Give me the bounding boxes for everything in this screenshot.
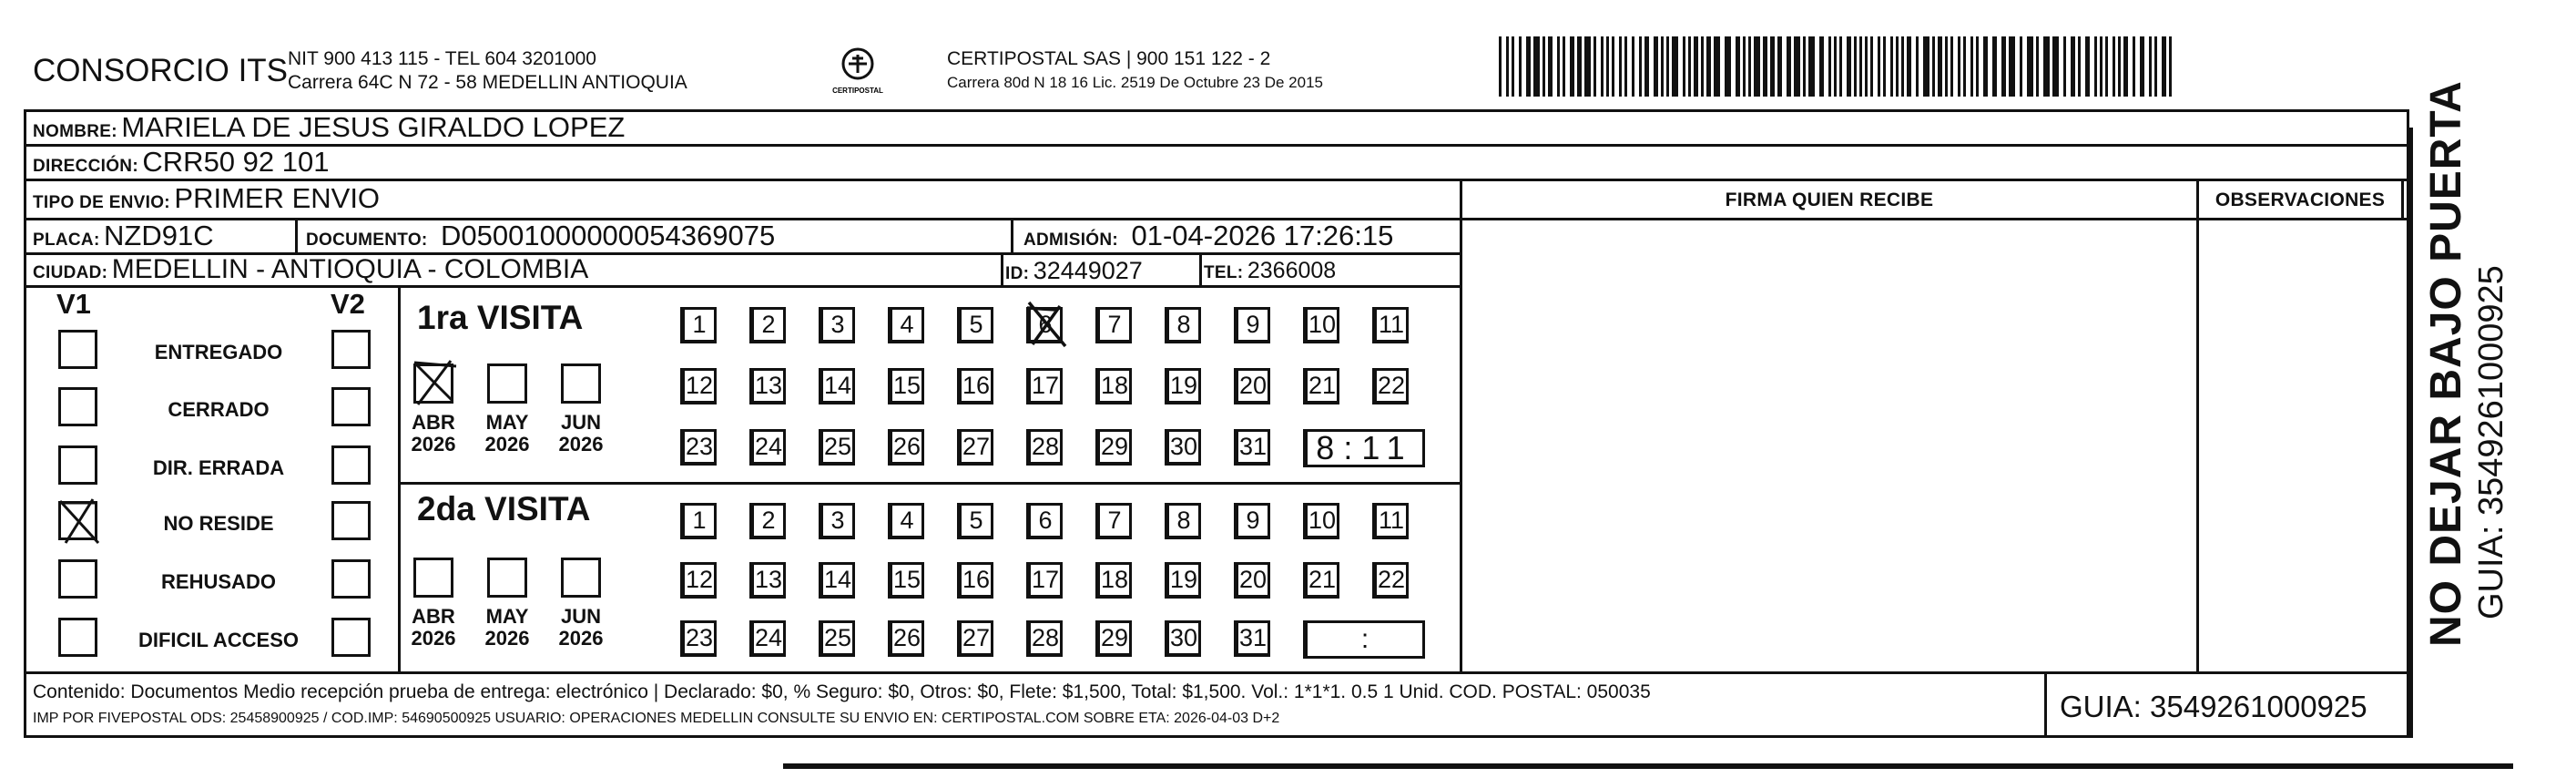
barcode-bar (1819, 36, 1824, 97)
month-year: 2026 (484, 433, 530, 456)
observaciones-header: OBSERVACIONES (2215, 189, 2386, 210)
barcode-bar (2001, 36, 2006, 97)
documento-row (306, 220, 775, 257)
barcode-bar (1533, 36, 1540, 97)
first-visit-day-3[interactable]: 3 (819, 307, 855, 343)
barcode-bar (1950, 36, 1953, 97)
first-visit-day-29[interactable]: 29 (1095, 429, 1132, 466)
ciudad-label: CIUDAD: (33, 263, 108, 282)
nit-line: NIT 900 413 115 - TEL 604 3201000 (288, 48, 596, 69)
nombre-label: NOMBRE: (33, 122, 117, 141)
barcode-bar (1854, 36, 1857, 97)
admision-value: 01-04-2026 17:26:15 (1131, 220, 1394, 251)
tel-row (1204, 256, 1336, 289)
v2-checkbox-3[interactable] (331, 445, 371, 485)
second-visit-day-17[interactable]: 17 (1026, 562, 1063, 599)
barcode-bar (1624, 36, 1627, 97)
month-name: JUN (560, 605, 601, 628)
barcode-bar (1557, 36, 1560, 97)
direccion-row (33, 147, 329, 183)
col-obs-right (2401, 179, 2404, 218)
barcode-bar (1896, 36, 1899, 97)
barcode-bar (1923, 36, 1929, 97)
barcode-bar (1907, 36, 1911, 97)
second-visit-day-26[interactable]: 26 (888, 620, 924, 657)
second-visit-day-18[interactable]: 18 (1095, 562, 1132, 599)
barcode-bar (1970, 36, 1973, 97)
col-id (1001, 252, 1003, 285)
barcode-bar (1865, 36, 1868, 97)
second-visit-month-checkbox[interactable] (561, 558, 601, 598)
first-visit-month-checkbox[interactable] (561, 363, 601, 404)
barcode-bar (2118, 36, 2121, 97)
first-visit-day-24[interactable]: 24 (749, 429, 786, 466)
second-visit-month-checkbox[interactable] (413, 558, 453, 598)
month-name: JUN (560, 411, 601, 434)
barcode (1499, 36, 2177, 97)
status-label: DIFICIL ACCESO (137, 629, 299, 651)
certipostal-line1: CERTIPOSTAL SAS | 900 151 122 - 2 (947, 48, 1271, 69)
first-visit-day-14[interactable]: 14 (819, 368, 855, 404)
barcode-bar (1725, 36, 1731, 97)
barcode-bar (2140, 36, 2144, 97)
second-visit-day-10[interactable]: 10 (1303, 503, 1339, 539)
second-visit-month-label (549, 606, 613, 650)
first-visit-day-11[interactable]: 11 (1372, 307, 1409, 343)
barcode-bar (1878, 36, 1880, 97)
ciudad-row (33, 255, 588, 289)
barcode-bar (1883, 36, 1886, 97)
barcode-bar (1932, 36, 1935, 97)
first-visit-day-8[interactable]: 8 (1165, 307, 1201, 343)
first-visit-day-25[interactable]: 25 (819, 429, 855, 466)
barcode-bar (1619, 36, 1622, 97)
v1-checkbox-3[interactable] (58, 445, 97, 485)
barcode-bar (1803, 36, 1806, 97)
barcode-bar (1794, 36, 1800, 97)
second-visit-day-7[interactable]: 7 (1095, 503, 1132, 539)
certipostal-logo-icon (830, 44, 885, 100)
month-year: 2026 (558, 627, 604, 650)
col-firma-left (1460, 179, 1462, 671)
barcode-bar (1859, 36, 1862, 97)
status-label: ENTREGADO (154, 341, 283, 363)
barcode-image (1499, 36, 2177, 97)
second-visit-month-label (402, 606, 465, 650)
visit-divider (401, 482, 1462, 485)
barcode-bar (1506, 36, 1509, 97)
barcode-bar (2063, 36, 2066, 97)
barcode-bar (2094, 36, 2097, 97)
logo-text: CERTIPOSTAL (832, 87, 883, 95)
first-visit-month-checkbox[interactable] (413, 363, 453, 404)
first-visit-day-7[interactable]: 7 (1095, 307, 1132, 343)
barcode-bar (1834, 36, 1837, 97)
barcode-bar (2105, 36, 2108, 97)
tipo-value: PRIMER ENVIO (174, 182, 381, 214)
barcode-bar (1570, 36, 1574, 97)
second-visit-day-31[interactable]: 31 (1234, 620, 1270, 657)
barcode-bar (2169, 36, 2172, 97)
id-value: 32449027 (1033, 257, 1143, 284)
first-visit-day-4[interactable]: 4 (888, 307, 924, 343)
month-year: 2026 (411, 627, 456, 650)
first-visit-day-9[interactable]: 9 (1234, 307, 1270, 343)
documento-label: DOCUMENTO: (306, 230, 428, 250)
barcode-bar (1748, 36, 1751, 97)
second-visit-day-13[interactable]: 13 (749, 562, 786, 599)
barcode-bar (1683, 36, 1685, 97)
barcode-bar (2162, 36, 2166, 97)
barcode-bar (1763, 36, 1767, 97)
barcode-bar (1543, 36, 1545, 97)
barcode-bar (1563, 36, 1565, 97)
barcode-bar (1694, 36, 1698, 97)
barcode-bar (2071, 36, 2075, 97)
barcode-bar (1526, 36, 1531, 97)
v1-checkbox-6[interactable] (58, 618, 97, 657)
barcode-bar (1770, 36, 1775, 97)
barcode-bar (1890, 36, 1893, 97)
barcode-bar (2052, 36, 2059, 97)
first-visit-day-20[interactable]: 20 (1234, 368, 1270, 404)
month-name: ABR (412, 605, 455, 628)
side-text (2422, 82, 2576, 647)
id-row (1005, 256, 1143, 290)
barcode-bar (1666, 36, 1669, 97)
v1-label: V1 (56, 288, 91, 320)
first-visit-day-26[interactable]: 26 (888, 429, 924, 466)
barcode-bar (2036, 36, 2039, 97)
v2-checkbox-1[interactable] (331, 330, 371, 369)
month-year: 2026 (411, 433, 456, 456)
first-visit-day-19[interactable]: 19 (1165, 368, 1201, 404)
barcode-bar (2043, 36, 2050, 97)
month-name: MAY (485, 411, 529, 434)
status-label: NO RESIDE (163, 512, 274, 535)
second-visit-day-28[interactable]: 28 (1026, 620, 1063, 657)
barcode-bar (2154, 36, 2157, 97)
side-guia: GUIA: 3549261000925 (2472, 265, 2510, 619)
address-line: Carrera 64C N 72 - 58 MEDELLIN ANTIOQUIA (288, 72, 687, 93)
first-visit-day-6[interactable]: 6 (1026, 307, 1063, 343)
footer-line1: Contenido: Documentos Medio recepción prueba de entrega: electrónico | Declarado: $0, % Seguro: $0, Otros: $0, Flete: $1,500, Total: $1,500. Vol.: 1*1*1. 0.5 1 Unid. COD. POSTAL: 050035 (33, 681, 1651, 702)
footer-guia: GUIA: 3549261000925 (2060, 690, 2367, 723)
second-visit-day-14[interactable]: 14 (819, 562, 855, 599)
nombre-value: MARIELA DE JESUS GIRALDO LOPEZ (121, 111, 626, 143)
barcode-bar (1787, 36, 1791, 97)
second-visit-day-5[interactable]: 5 (957, 503, 993, 539)
first-visit-month-label (549, 412, 613, 456)
second-visit-day-30[interactable]: 30 (1165, 620, 1201, 657)
barcode-bar (1847, 36, 1851, 97)
footer-line (24, 671, 2409, 674)
first-visit-day-13[interactable]: 13 (749, 368, 786, 404)
first-visit-day-18[interactable]: 18 (1095, 368, 1132, 404)
admision-label: ADMISIÓN: (1023, 230, 1119, 250)
first-visit-month-label (475, 412, 539, 456)
first-visit-month-label (402, 412, 465, 456)
barcode-bar (1593, 36, 1596, 97)
first-visit-day-16[interactable]: 16 (957, 368, 993, 404)
status-label: DIR. ERRADA (152, 456, 285, 479)
side-warning: NO DEJAR BAJO PUERTA (2422, 80, 2470, 647)
second-visit-day-25[interactable]: 25 (819, 620, 855, 657)
month-year: 2026 (558, 433, 604, 456)
first-visit-day-2[interactable]: 2 (749, 307, 786, 343)
first-visit-day-17[interactable]: 17 (1026, 368, 1063, 404)
first-visit-day-1[interactable]: 1 (680, 307, 717, 343)
barcode-bar (1644, 36, 1649, 97)
barcode-bar (1938, 36, 1942, 97)
month-year: 2026 (484, 627, 530, 650)
second-visit-day-6[interactable]: 6 (1026, 503, 1063, 539)
second-visit-day-9[interactable]: 9 (1234, 503, 1270, 539)
tel-label: TEL: (1204, 263, 1244, 282)
month-name: ABR (412, 411, 455, 434)
barcode-bar (1688, 36, 1691, 97)
second-visit-day-8[interactable]: 8 (1165, 503, 1201, 539)
barcode-bar (2020, 36, 2022, 97)
barcode-bar (1901, 36, 1904, 97)
barcode-bar (1828, 36, 1831, 97)
barcode-bar (1577, 36, 1582, 97)
second-visit-day-11[interactable]: 11 (1372, 503, 1409, 539)
first-visit-day-22[interactable]: 22 (1372, 368, 1409, 404)
v2-checkbox-2[interactable] (331, 387, 371, 426)
barcode-bar (1612, 36, 1614, 97)
admision-row (1023, 220, 1393, 257)
status-label: REHUSADO (161, 570, 276, 593)
second-visit-title: 2da VISITA (417, 490, 591, 527)
tipo-label: TIPO DE ENVIO: (33, 193, 170, 212)
second-visit-day-20[interactable]: 20 (1234, 562, 1270, 599)
col-placa (295, 218, 298, 252)
second-visit-day-29[interactable]: 29 (1095, 620, 1132, 657)
second-visit-month-checkbox[interactable] (487, 558, 527, 598)
barcode-bar (2009, 36, 2015, 97)
company-name: CONSORCIO ITS (33, 53, 289, 88)
barcode-bar (1736, 36, 1740, 97)
barcode-bar (1654, 36, 1658, 97)
barcode-bar (2123, 36, 2128, 97)
barcode-bar (1976, 36, 1979, 97)
first-visit-day-23[interactable]: 23 (680, 429, 717, 466)
direccion-label: DIRECCIÓN: (33, 157, 138, 176)
second-visit-day-27[interactable]: 27 (957, 620, 993, 657)
footer-line2: IMP POR FIVEPOSTAL ODS: 25458900925 / COD.IMP: 54690500925 USUARIO: OPERACIONES MEDELLIN CONSULTE SU ENVIO EN: CERTIPOSTAL.COM SOBRE ETA: 2026-04-03 D+2 (33, 711, 1280, 726)
first-visit-day-27[interactable]: 27 (957, 429, 993, 466)
barcode-bar (1916, 36, 1919, 97)
barcode-bar (1754, 36, 1760, 97)
id-label: ID: (1005, 264, 1030, 283)
second-visit-day-15[interactable]: 15 (888, 562, 924, 599)
month-name: MAY (485, 605, 529, 628)
documento-value: D05001000000054369075 (441, 220, 776, 251)
second-visit-day-12[interactable]: 12 (680, 562, 717, 599)
barcode-bar (1661, 36, 1664, 97)
bottom-shadow (783, 763, 2513, 769)
barcode-bar (2078, 36, 2081, 97)
nombre-row (33, 112, 625, 148)
barcode-bar (1945, 36, 1948, 97)
second-visit-day-23[interactable]: 23 (680, 620, 717, 657)
barcode-bar (1808, 36, 1815, 97)
barcode-bar (1701, 36, 1704, 97)
second-visit-day-22[interactable]: 22 (1372, 562, 1409, 599)
barcode-bar (2133, 36, 2135, 97)
v1-checkbox-2[interactable] (58, 387, 97, 426)
barcode-bar (2100, 36, 2103, 97)
barcode-bar (1519, 36, 1522, 97)
first-visit-day-31[interactable]: 31 (1234, 429, 1270, 466)
v2-label: V2 (331, 288, 365, 320)
v1-checkbox-5[interactable] (58, 559, 97, 599)
barcode-bar (1714, 36, 1720, 97)
first-visit-day-10[interactable]: 10 (1303, 307, 1339, 343)
col-tel (1199, 252, 1202, 285)
barcode-bar (1777, 36, 1782, 97)
ciudad-value: MEDELLIN - ANTIOQUIA - COLOMBIA (111, 254, 589, 284)
first-visit-day-5[interactable]: 5 (957, 307, 993, 343)
barcode-bar (2027, 36, 2033, 97)
col-admision (1011, 218, 1013, 252)
v1-checkbox-1[interactable] (58, 330, 97, 369)
barcode-bar (2149, 36, 2152, 97)
v2-checkbox-5[interactable] (331, 559, 371, 599)
barcode-bar (1601, 36, 1604, 97)
second-visit-day-19[interactable]: 19 (1165, 562, 1201, 599)
status-label: CERRADO (168, 398, 270, 421)
first-visit-day-21[interactable]: 21 (1303, 368, 1339, 404)
side-frame (2409, 128, 2413, 738)
barcode-bar (2113, 36, 2115, 97)
barcode-bar (1992, 36, 1997, 97)
col-guia (2044, 671, 2047, 738)
barcode-bar (1548, 36, 1553, 97)
barcode-bar (2085, 36, 2090, 97)
second-visit-month-label (475, 606, 539, 650)
second-visit-day-16[interactable]: 16 (957, 562, 993, 599)
second-visit-day-1[interactable]: 1 (680, 503, 717, 539)
placa-label: PLACA: (33, 230, 100, 250)
certipostal-line2: Carrera 80d N 18 16 Lic. 2519 De Octubre 23 De 2015 (947, 74, 1323, 91)
first-visit-time-field[interactable]: 8:11 (1303, 429, 1425, 467)
v2-checkbox-6[interactable] (331, 618, 371, 657)
second-visit-day-2[interactable]: 2 (749, 503, 786, 539)
second-visit-day-4[interactable]: 4 (888, 503, 924, 539)
certipostal-logo (830, 44, 885, 100)
first-visit-month-checkbox[interactable] (487, 363, 527, 404)
barcode-bar (1870, 36, 1873, 97)
barcode-bar (1632, 36, 1634, 97)
barcode-bar (1499, 36, 1502, 97)
direccion-value: CRR50 92 101 (142, 146, 330, 178)
barcode-bar (1963, 36, 1966, 97)
first-visit-day-28[interactable]: 28 (1026, 429, 1063, 466)
first-visit-day-12[interactable]: 12 (680, 368, 717, 404)
tipo-row (33, 182, 380, 220)
col-visits (398, 285, 401, 671)
first-visit-day-15[interactable]: 15 (888, 368, 924, 404)
barcode-bar (1958, 36, 1960, 97)
barcode-bar (1743, 36, 1746, 97)
barcode-bar (1983, 36, 1988, 97)
second-visit-day-21[interactable]: 21 (1303, 562, 1339, 599)
placa-value: NZD91C (104, 220, 214, 251)
row-line-2 (24, 179, 2409, 181)
barcode-bar (1584, 36, 1591, 97)
v1-checkbox-4[interactable] (58, 501, 97, 540)
second-visit-day-24[interactable]: 24 (749, 620, 786, 657)
barcode-bar (1512, 36, 1514, 97)
placa-row (33, 220, 214, 257)
col-obs-left (2196, 179, 2199, 671)
barcode-bar (1706, 36, 1711, 97)
v2-checkbox-4[interactable] (331, 501, 371, 540)
first-visit-title: 1ra VISITA (417, 299, 584, 336)
barcode-bar (1606, 36, 1609, 97)
barcode-bar (1839, 36, 1842, 97)
firma-header: FIRMA QUIEN RECIBE (1725, 189, 1934, 210)
barcode-bar (1672, 36, 1678, 97)
second-visit-time-field[interactable]: : (1303, 620, 1425, 659)
tel-value: 2366008 (1247, 258, 1337, 283)
first-visit-day-30[interactable]: 30 (1165, 429, 1201, 466)
barcode-bar (1639, 36, 1642, 97)
second-visit-day-3[interactable]: 3 (819, 503, 855, 539)
